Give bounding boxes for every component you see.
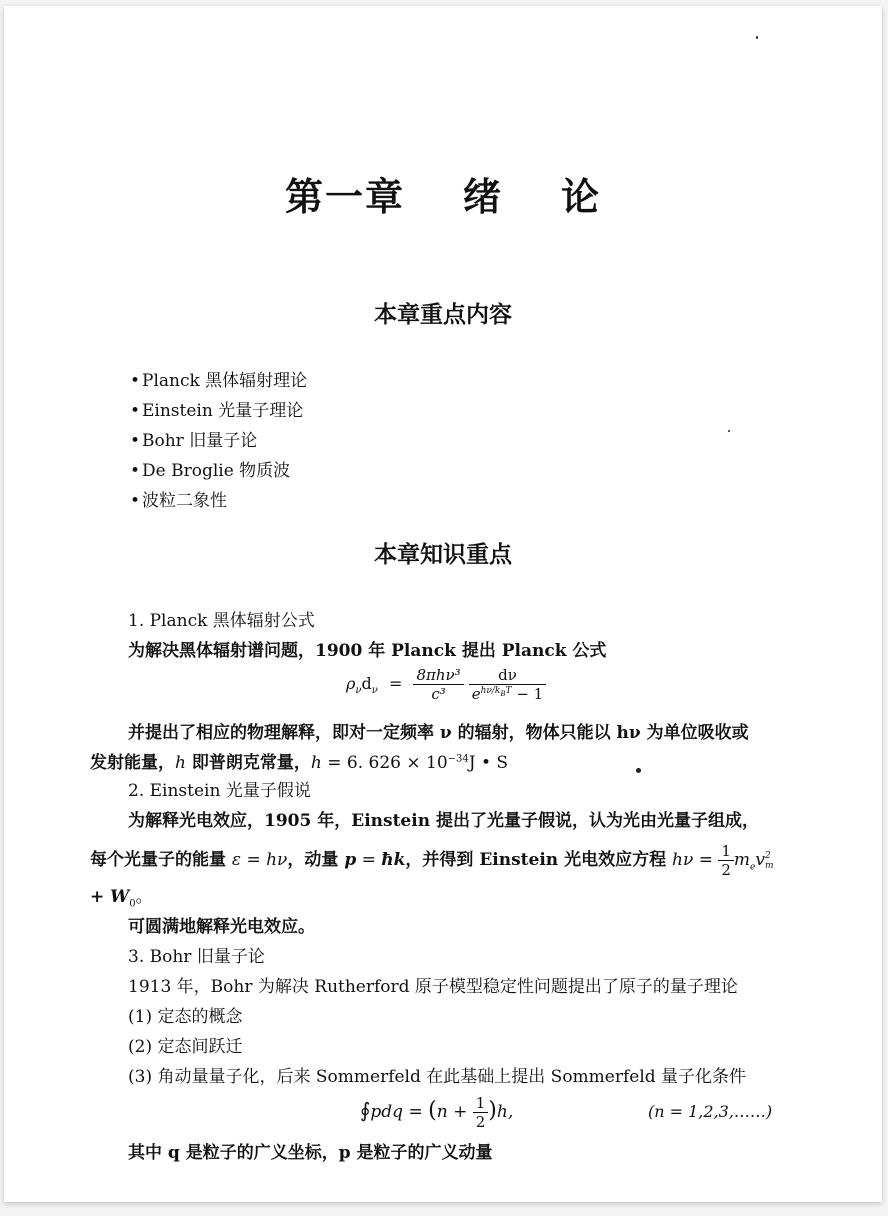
bullet-icon: • [130,401,141,421]
fraction: $\frac{d\nu}{e^{h\nu/k_BT} - 1}$ [469,666,546,703]
subsection-title-planck: 1. Planck 黑体辐射公式 [128,611,315,631]
fraction: $\frac{1}{2}$ [473,1094,489,1131]
bullet-icon: • [130,371,141,391]
bohr-note: 其中 q 是粒子的广义坐标，p 是粒子的广义动量 [128,1143,493,1163]
bullet-icon: • [130,431,141,451]
fraction: $\frac{1}{2}$ [718,842,734,879]
scan-speck [728,430,730,432]
planck-explain-line-2: 发射能量，h 即普朗克常量，h = 6. $626 \times 10^{-34}J$ • S [90,753,509,773]
einstein-line-1: 为解释光电效应，1905 年，Einstein 提出了光量子假说，认为光由光量子组成， [128,811,759,831]
scan-speck [636,768,641,773]
bohr-item: (2) 定态间跃迁 [128,1037,243,1057]
section-heading-focus: 本章重点内容 [374,302,512,328]
sommerfeld-condition: (n = 1,2,3,……) [648,1102,773,1121]
scan-speck [756,36,758,39]
focus-list-item: • 波粒二象性 [130,491,227,511]
bohr-item: (1) 定态的概念 [128,1007,243,1027]
section-heading-knowledge: 本章知识重点 [374,542,512,568]
focus-list-item: • De Broglie 物质波 [130,461,291,481]
chapter-title-char-2: 论 [561,174,602,219]
planck-explain-line-1: 并提出了相应的物理解释，即对一定频率 ν 的辐射，物体只能以 hν 为单位吸收或 [128,723,749,743]
chapter-number: 第一章 [284,174,405,219]
sommerfeld-formula: ∮pdq = (n + $\frac{1}{2}$ )h, [360,1094,514,1131]
planck-formula: $\rho_\nu d_\nu$ = $\frac{\text{8πhν³}}{\text{c³}}$ $\frac{d\nu}{e^{h\nu/k_BT} - 1}$ [346,666,546,703]
bullet-icon: • [130,491,141,511]
einstein-line-3: + $W_0$。 [90,887,153,910]
chapter-title [4,166,882,221]
einstein-conclusion: 可圆满地解释光电效应。 [128,917,315,937]
fraction: $\frac{\text{8πhν³}}{\text{c³}}$ [413,666,463,703]
bohr-intro: 1913 年，Bohr 为解决 Rutherford 原子模型稳定性问题提出了原子的量子理论 [128,977,738,997]
chapter-title-char-1: 绪 [462,174,503,219]
focus-list-item: • Planck 黑体辐射理论 [130,371,308,391]
focus-list-item: • Einstein 光量子理论 [130,401,304,421]
einstein-line-2: 每个光量子的能量 ε = hν，动量 p = ħk，并得到 Einstein 光电效应方程 hν = $\frac{1}{2}$ $m_ev$ 2 m [90,842,774,879]
planck-intro: 为解决黑体辐射谱问题，1900 年 Planck 提出 Planck 公式 [128,641,607,661]
focus-list-item: • Bohr 旧量子论 [130,431,258,451]
bohr-item: (3) 角动量量子化，后来 Sommerfeld 在此基础上提出 Sommerfeld 量子化条件 [128,1067,747,1087]
subsection-title-bohr: 3. Bohr 旧量子论 [128,947,265,967]
bullet-icon: • [130,461,141,481]
subsection-title-einstein: 2. Einstein 光量子假说 [128,781,311,801]
document-page [4,6,882,1202]
